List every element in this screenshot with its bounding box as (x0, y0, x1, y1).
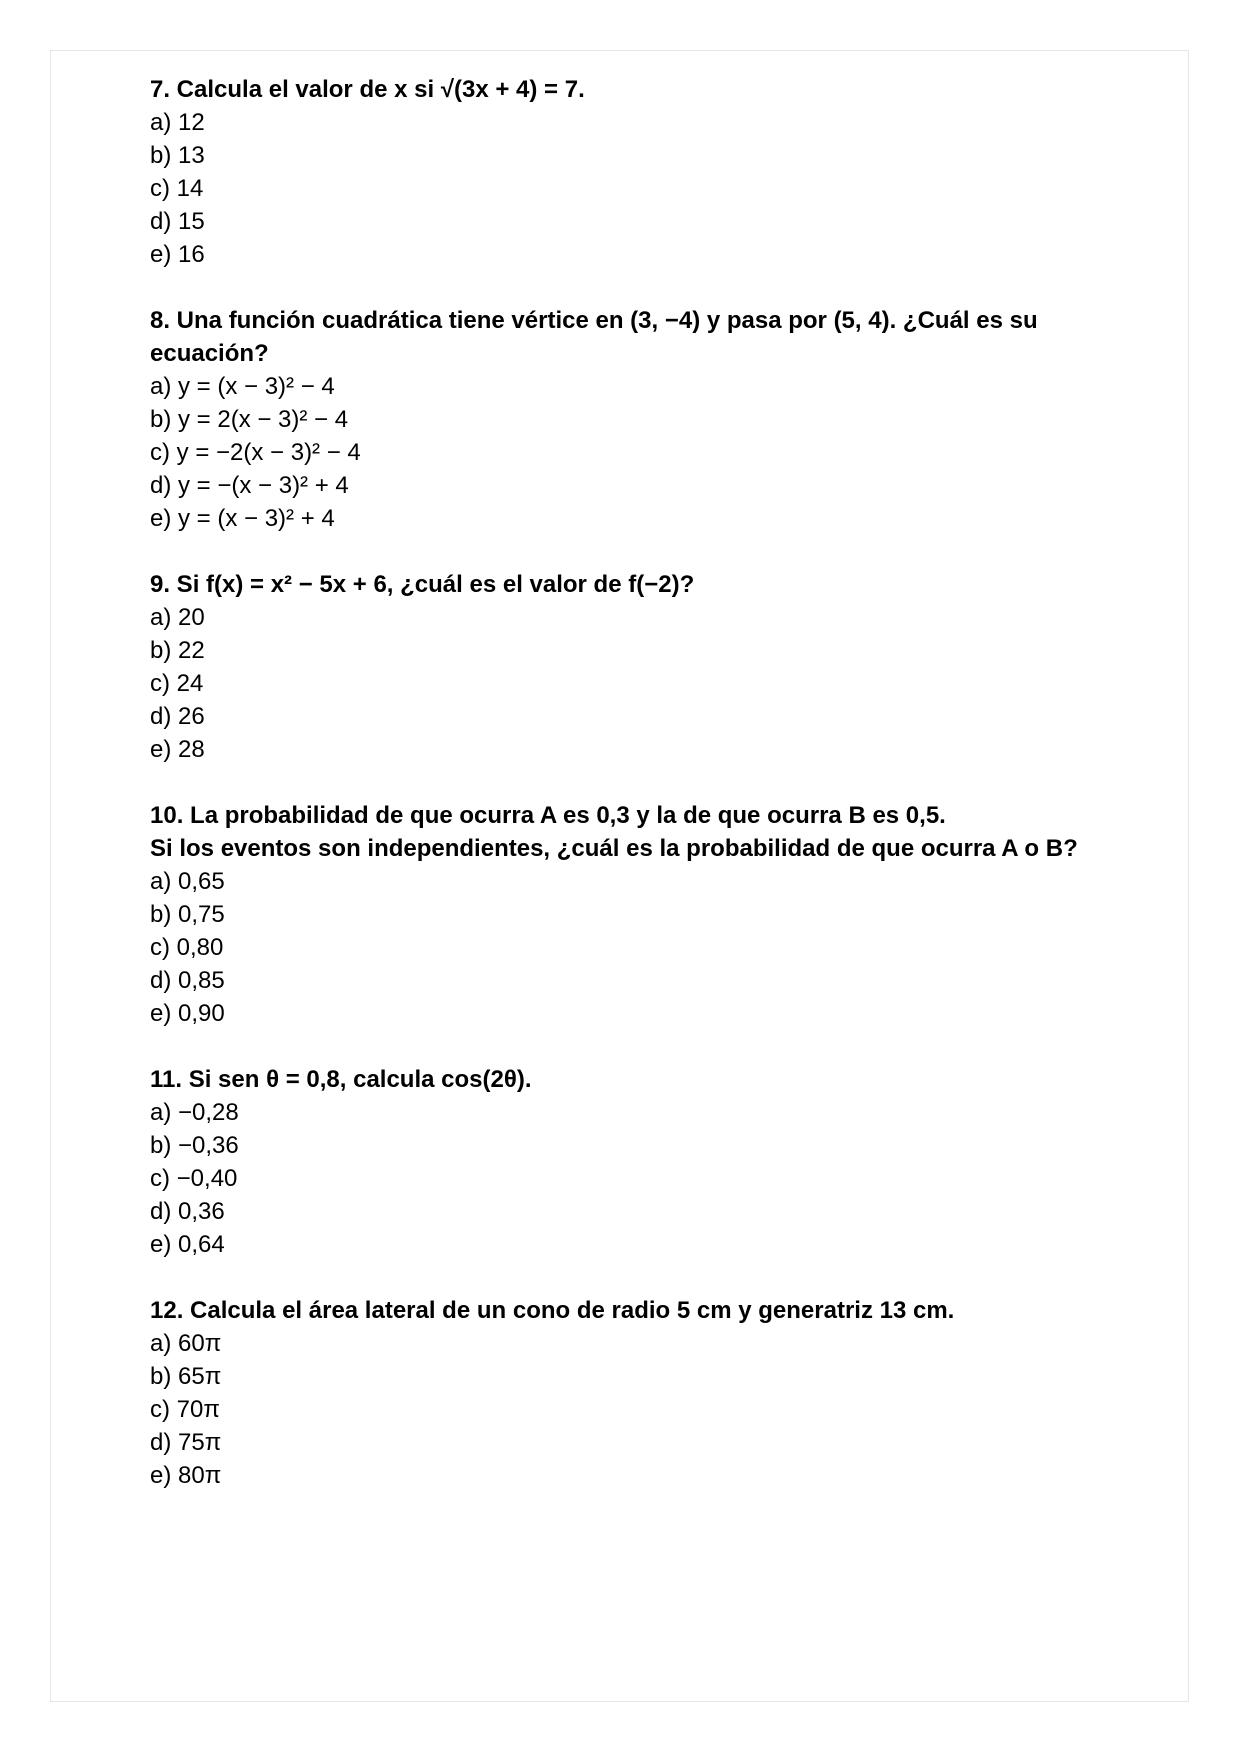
question-text: 7. Calcula el valor de x si √(3x + 4) = 7. (150, 76, 585, 103)
option-d: d) y = −(x − 3)² + 4 (150, 472, 349, 499)
option-a: a) −0,28 (150, 1099, 239, 1126)
option-d: d) 0,36 (150, 1198, 225, 1225)
option-d: d) 15 (150, 208, 205, 235)
question-7 (150, 73, 1130, 271)
option-b: b) −0,36 (150, 1132, 239, 1159)
option-c: c) 70π (150, 1396, 220, 1423)
option-a: a) 60π (150, 1330, 222, 1357)
option-e: e) 28 (150, 736, 205, 763)
question-11 (150, 1063, 1130, 1261)
option-d: d) 0,85 (150, 967, 225, 994)
question-list (150, 73, 1130, 1525)
option-e: e) 0,90 (150, 1000, 225, 1027)
question-9 (150, 568, 1130, 766)
option-e: e) 16 (150, 241, 205, 268)
option-a: a) y = (x − 3)² − 4 (150, 373, 335, 400)
option-e: e) y = (x − 3)² + 4 (150, 505, 335, 532)
options-list (150, 1327, 1130, 1492)
question-12 (150, 1294, 1130, 1492)
options-list (150, 106, 1130, 271)
option-a: a) 0,65 (150, 868, 225, 895)
option-d: d) 26 (150, 703, 205, 730)
question-text: 12. Calcula el área lateral de un cono de radio 5 cm y generatriz 13 cm. (150, 1297, 955, 1324)
options-list (150, 865, 1130, 1030)
question-text: 9. Si f(x) = x² − 5x + 6, ¿cuál es el valor de f(−2)? (150, 571, 695, 598)
question-text-continued: Si los eventos son independientes, ¿cuál es la probabilidad de que ocurra A o B? (150, 835, 1078, 862)
option-c: c) −0,40 (150, 1165, 238, 1192)
options-list (150, 1096, 1130, 1261)
question-10 (150, 799, 1130, 1030)
option-b: b) 22 (150, 637, 205, 664)
question-8 (150, 304, 1130, 535)
question-text: 11. Si sen θ = 0,8, calcula cos(2θ). (150, 1066, 532, 1093)
option-a: a) 12 (150, 109, 205, 136)
option-e: e) 0,64 (150, 1231, 225, 1258)
option-b: b) y = 2(x − 3)² − 4 (150, 406, 349, 433)
option-b: b) 65π (150, 1363, 222, 1390)
question-text: 10. La probabilidad de que ocurra A es 0,3 y la de que ocurra B es 0,5. (150, 802, 946, 829)
option-c: c) 0,80 (150, 934, 224, 961)
question-text: 8. Una función cuadrática tiene vértice en (3, −4) y pasa por (5, 4). ¿Cuál es su ecuación? (150, 307, 1038, 367)
option-c: c) y = −2(x − 3)² − 4 (150, 439, 361, 466)
options-list (150, 370, 1130, 535)
option-b: b) 0,75 (150, 901, 225, 928)
option-a: a) 20 (150, 604, 205, 631)
option-b: b) 13 (150, 142, 205, 169)
option-d: d) 75π (150, 1429, 222, 1456)
option-c: c) 24 (150, 670, 204, 697)
options-list (150, 601, 1130, 766)
option-c: c) 14 (150, 175, 204, 202)
option-e: e) 80π (150, 1462, 222, 1489)
